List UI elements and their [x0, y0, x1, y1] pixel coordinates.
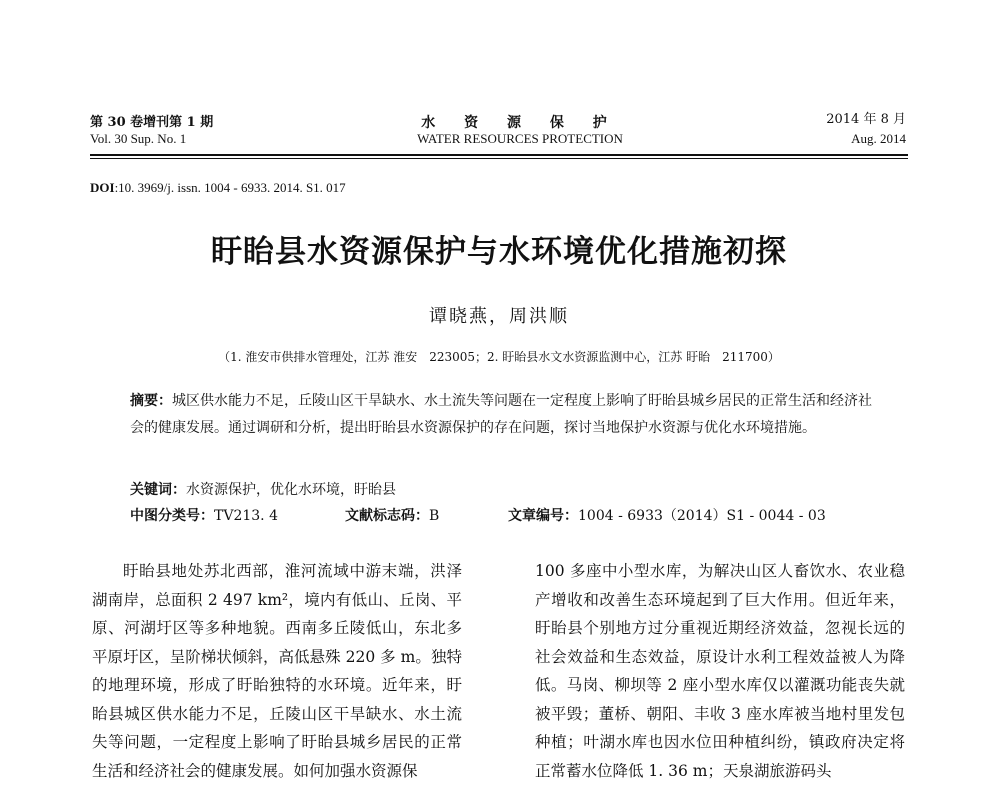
document-code — [345, 505, 439, 525]
article-affiliation: （1. 淮安市供排水管理处，江苏 淮安 223005；2. 盱眙县水文水资源监测中心，江苏 盱眙 211700） — [218, 350, 780, 364]
article-title: 盱眙县水资源保护与水环境优化措施初探 — [211, 234, 787, 270]
doc-label: 文献标志码： — [345, 508, 429, 524]
article-no-label: 文章编号： — [508, 508, 578, 524]
header-rule-thin — [90, 158, 908, 159]
header-rule-thick — [90, 154, 908, 156]
article-authors: 谭晓燕，周洪顺 — [429, 306, 569, 327]
keywords-text: 水资源保护，优化水环境，盱眙县 — [186, 482, 396, 498]
doi-value: :10. 3969/j. issn. 1004 - 6933. 2014. S1. 017 — [114, 180, 346, 195]
body-right-column: 100 多座中小型水库，为解决山区人畜饮水、农业稳产增收和改善生态环境起到了巨大作用。但近年来，盱眙县个别地方过分重视近期经济效益，忽视长远的社会效益和生态效益，原设计水利工程效益被人为降低。马岗、柳坝等 2 座小型水库仅以灌溉功能丧失就被平毁；董桥、朝阳、丰收 3 座水库被当地村里发包种植；叶湖水库也因水位田种植纠纷，镇政府决定将正常蓄水位降低 1. 36 m；天泉湖旅游码头 — [535, 562, 905, 780]
doi-line — [90, 180, 346, 196]
running-header-date — [760, 109, 906, 147]
body-left-column: 盱眙县地处苏北西部，淮河流域中游末端，洪泽湖南岸，总面积 2 497 km²，境内有低山、丘岗、平原、河湖圩区等多种地貌。西南多丘陵低山，东北多平原圩区，呈阶梯状倾斜，高低悬殊 220 多 m。独特的地理环境，形成了盱眙独特的水环境。近年来，盱眙县城区供水能力不足，丘陵山区干旱缺水、水土流失等问题，一定程度上影响了盱眙县城乡居民的正常生活和经济社会的健康发展。如何加强水资源保 — [92, 562, 462, 780]
article-number — [508, 505, 826, 525]
clc-code — [130, 505, 278, 525]
running-header-journal — [340, 115, 700, 147]
doi-label: DOI — [90, 180, 115, 195]
journal-title-en: WATER RESOURCES PROTECTION — [417, 131, 623, 146]
abstract-text: 城区供水能力不足，丘陵山区干旱缺水、水土流失等问题在一定程度上影响了盱眙县城乡居民的正常生活和经济社会的健康发展。通过调研和分析，提出盱眙县水资源保护的存在问题，探讨当地保护水资源与优化水环境措施。 — [130, 393, 872, 436]
journal-title-cn: 水 资 源 保 护 — [421, 115, 619, 131]
abstract-label: 摘要： — [130, 393, 172, 409]
running-header-issue — [90, 115, 213, 147]
date-en: Aug. 2014 — [851, 131, 906, 146]
keywords-label: 关键词： — [130, 482, 186, 498]
doc-value: B — [429, 508, 440, 524]
issue-cn: 第 30 卷增刊第 1 期 — [90, 115, 214, 130]
issue-en: Vol. 30 Sup. No. 1 — [90, 131, 187, 146]
date-cn: 2014 年 8 月 — [826, 112, 906, 127]
abstract — [130, 388, 875, 442]
article-no-value: 1004 - 6933（2014）S1 - 0044 - 03 — [578, 508, 826, 524]
clc-value: TV213. 4 — [214, 508, 278, 524]
keywords — [130, 479, 396, 499]
clc-label: 中图分类号： — [130, 508, 214, 524]
